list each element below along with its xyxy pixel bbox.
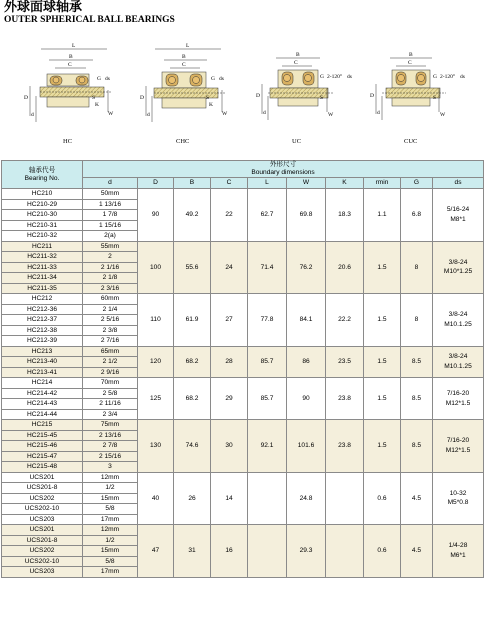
dim-label-ds: ds: [219, 76, 224, 82]
bore-d-cell: 2 1/16: [83, 262, 138, 273]
ds-thread-metric: M12*1.5: [445, 446, 471, 454]
cell-g: 8.5: [401, 346, 433, 378]
diagram-label-uc: UC: [292, 138, 302, 145]
cell-k: [326, 525, 364, 578]
bearing-no-cell: HC212: [2, 294, 83, 305]
bore-d-cell: 2 11/16: [83, 399, 138, 410]
cell-k: 23.8: [326, 378, 364, 420]
cell-k: 23.5: [326, 346, 364, 378]
dim-label-d-outer: D: [140, 95, 144, 101]
cell-ds: [433, 241, 484, 294]
bore-d-cell: 12mm: [83, 472, 138, 483]
bore-d-cell: 15mm: [83, 493, 138, 504]
cell-r: 1.5: [364, 241, 401, 294]
cell-ds: [433, 525, 484, 578]
dim-label-b: B: [296, 52, 300, 58]
bore-d-cell: 1 15/16: [83, 220, 138, 231]
bearing-no-cell: HC210: [2, 189, 83, 200]
bore-d-cell: 2 7/8: [83, 441, 138, 452]
dim-label-s: S: [92, 95, 96, 101]
bearing-no-cell: HC215: [2, 420, 83, 431]
dim-label-b: B: [69, 54, 73, 60]
page-header: [4, 1, 175, 26]
bore-d-cell: 2 5/8: [83, 388, 138, 399]
bore-d-cell: 5/8: [83, 504, 138, 515]
cell-r: 1.5: [364, 294, 401, 347]
cell-b: 31: [174, 525, 211, 578]
col-header-g: G: [401, 178, 433, 189]
col-header-w: W: [287, 178, 326, 189]
cell-l: 71.4: [248, 241, 287, 294]
table-row: [2, 346, 484, 357]
dim-label-b: B: [182, 54, 186, 60]
cell-g: 8.5: [401, 420, 433, 473]
ds-thread-inch: 3/8-24: [448, 258, 468, 266]
bore-d-cell: 2 5/16: [83, 315, 138, 326]
dim-label-d-outer: D: [256, 93, 260, 99]
cell-l: 92.1: [248, 420, 287, 473]
bore-d-cell: 1/2: [83, 483, 138, 494]
cell-b: 68.2: [174, 378, 211, 420]
ds-thread-metric: M10.1.25: [444, 320, 472, 328]
bore-d-cell: 2 3/8: [83, 325, 138, 336]
bearing-no-cell: HC212-39: [2, 336, 83, 347]
cell-r: 1.5: [364, 378, 401, 420]
dim-label-ds: ds: [105, 76, 110, 82]
cell-b: 68.2: [174, 346, 211, 378]
cell-w: 29.3: [287, 525, 326, 578]
cell-d: 125: [138, 378, 174, 420]
cell-l: [248, 525, 287, 578]
bearing-no-cell: UCS201: [2, 525, 83, 536]
ds-thread-inch: 5/16-24: [446, 206, 470, 214]
cell-g: 4.5: [401, 525, 433, 578]
cell-c: 28: [211, 346, 248, 378]
dim-label-ds: ds: [460, 74, 465, 80]
dim-label-d-inner: d: [263, 110, 266, 116]
bearing-no-cell: HC210-31: [2, 220, 83, 231]
dim-label-c: C: [294, 60, 298, 66]
cell-k: [326, 472, 364, 525]
dim-label-w: W: [108, 111, 114, 117]
bearing-no-cell: HC210-30: [2, 210, 83, 221]
table-row: [2, 525, 484, 536]
cell-d: 47: [138, 525, 174, 578]
dim-label-s: S: [433, 95, 437, 101]
bore-d-cell: 2 3/4: [83, 409, 138, 420]
cell-ds: [433, 378, 484, 420]
header-boundary-dimensions: 外形尺寸 Boundary dimensions: [83, 161, 484, 178]
col-header-d: D: [138, 178, 174, 189]
bore-d-cell: 15mm: [83, 546, 138, 557]
cell-d: 100: [138, 241, 174, 294]
bearing-no-cell: HC215-46: [2, 441, 83, 452]
bore-d-cell: 1/2: [83, 535, 138, 546]
dim-label-d-outer: D: [370, 93, 374, 99]
title-chinese: 外球面球轴承: [4, 0, 83, 15]
cell-d: 130: [138, 420, 174, 473]
cell-r: 1.5: [364, 346, 401, 378]
dim-label-g: G: [211, 76, 215, 82]
cell-ds: [433, 420, 484, 473]
dim-label-angle: 2-120°: [327, 74, 343, 80]
dim-label-d-inner: d: [377, 110, 380, 116]
bearing-no-cell: HC211-35: [2, 283, 83, 294]
bore-d-cell: 70mm: [83, 378, 138, 389]
cell-g: 4.5: [401, 472, 433, 525]
dim-label-k: K: [95, 102, 99, 108]
dim-label-k: K: [209, 102, 213, 108]
col-header-d: d: [83, 178, 138, 189]
diagram-uc: [256, 52, 352, 120]
bearing-no-cell: HC212-38: [2, 325, 83, 336]
ds-thread-inch: 1/4-28: [448, 542, 468, 550]
bearing-no-cell: HC215-45: [2, 430, 83, 441]
cell-w: 76.2: [287, 241, 326, 294]
bearing-no-cell: HC211-32: [2, 252, 83, 263]
bearing-no-cell: HC214-42: [2, 388, 83, 399]
bearing-no-cell: UCS201-8: [2, 535, 83, 546]
cell-c: 29: [211, 378, 248, 420]
bore-d-cell: 50mm: [83, 189, 138, 200]
diagram-chc: [140, 43, 228, 122]
bearing-no-cell: HC214-43: [2, 399, 83, 410]
col-header-l: L: [248, 178, 287, 189]
bearing-no-cell: UCS202-10: [2, 504, 83, 515]
bore-d-cell: 75mm: [83, 420, 138, 431]
dim-label-b: B: [409, 52, 413, 58]
dim-label-w: W: [440, 112, 446, 118]
cell-k: 23.8: [326, 420, 364, 473]
cell-c: 27: [211, 294, 248, 347]
bore-d-cell: 2 1/4: [83, 304, 138, 315]
cell-c: 24: [211, 241, 248, 294]
bearing-no-cell: UCS202: [2, 493, 83, 504]
bearing-no-cell: UCS203: [2, 567, 83, 578]
cell-w: 101.6: [287, 420, 326, 473]
cell-d: 120: [138, 346, 174, 378]
cell-l: 77.8: [248, 294, 287, 347]
dim-label-d-inner: d: [31, 112, 34, 118]
bearing-no-cell: HC213-40: [2, 357, 83, 368]
cell-ds: [433, 346, 484, 378]
ds-thread-metric: M6*1: [450, 551, 466, 559]
cell-c: 22: [211, 189, 248, 242]
cell-ds: [433, 294, 484, 347]
cell-b: 74.6: [174, 420, 211, 473]
dim-label-c: C: [182, 62, 186, 68]
bearing-no-cell: HC213-41: [2, 367, 83, 378]
bore-d-cell: 1 7/8: [83, 210, 138, 221]
cell-ds: [433, 189, 484, 242]
cell-l: 62.7: [248, 189, 287, 242]
bore-d-cell: 55mm: [83, 241, 138, 252]
dim-label-g: G: [433, 74, 437, 80]
bore-d-cell: 3: [83, 462, 138, 473]
dim-label-c: C: [408, 60, 412, 66]
ds-thread-metric: M10.1.25: [444, 362, 472, 370]
bearing-no-cell: UCS201-8: [2, 483, 83, 494]
cell-c: 30: [211, 420, 248, 473]
cell-g: 8.5: [401, 378, 433, 420]
table-row: [2, 189, 484, 200]
bearing-no-cell: HC215-48: [2, 462, 83, 473]
ds-thread-metric: M12*1.5: [445, 399, 471, 407]
cell-k: 22.2: [326, 294, 364, 347]
bearing-no-cell: HC211-33: [2, 262, 83, 273]
bore-d-cell: 60mm: [83, 294, 138, 305]
dim-label-l: L: [72, 43, 76, 49]
dim-label-w: W: [222, 111, 228, 117]
cell-d: 40: [138, 472, 174, 525]
cell-l: 85.7: [248, 378, 287, 420]
dim-label-g: G: [97, 76, 101, 82]
bore-d-cell: 2 9/16: [83, 367, 138, 378]
bearing-no-cell: HC212-36: [2, 304, 83, 315]
table-row: [2, 420, 484, 431]
ds-thread-inch: 3/8-24: [448, 353, 468, 361]
bore-d-cell: 2 1/8: [83, 273, 138, 284]
dim-label-g: G: [320, 74, 324, 80]
bore-d-cell: 2: [83, 252, 138, 263]
bearing-no-cell: UCS203: [2, 514, 83, 525]
cell-g: 8: [401, 241, 433, 294]
cell-r: 0.6: [364, 472, 401, 525]
cell-b: 49.2: [174, 189, 211, 242]
dim-label-d-inner: d: [147, 112, 150, 118]
cell-d: 110: [138, 294, 174, 347]
col-header-ds: ds: [433, 178, 484, 189]
cell-w: 86: [287, 346, 326, 378]
bearing-no-cell: HC215-47: [2, 451, 83, 462]
bore-d-cell: 2 15/16: [83, 451, 138, 462]
cell-w: 69.8: [287, 189, 326, 242]
bore-d-cell: 12mm: [83, 525, 138, 536]
cell-k: 18.3: [326, 189, 364, 242]
dim-label-s: S: [320, 95, 324, 101]
dim-label-c: C: [68, 62, 72, 68]
cell-b: 55.6: [174, 241, 211, 294]
bore-d-cell: 2 13/16: [83, 430, 138, 441]
dim-label-l: L: [186, 43, 190, 49]
col-header-c: C: [211, 178, 248, 189]
diagram-cuc: [370, 52, 465, 120]
dim-label-angle: 2-120°: [440, 74, 456, 80]
dim-label-w: W: [328, 112, 334, 118]
col-header-b: B: [174, 178, 211, 189]
bearing-no-cell: HC211-34: [2, 273, 83, 284]
bore-d-cell: 2 1/2: [83, 357, 138, 368]
ds-thread-metric: M10*1.25: [443, 268, 473, 276]
dim-label-s: S: [206, 95, 210, 101]
cell-c: 14: [211, 472, 248, 525]
bore-d-cell: 2 3/16: [83, 283, 138, 294]
cell-c: 16: [211, 525, 248, 578]
bearing-no-cell: HC213: [2, 346, 83, 357]
cell-l: 85.7: [248, 346, 287, 378]
cell-r: 1.5: [364, 420, 401, 473]
bearing-no-cell: UCS202: [2, 546, 83, 557]
bearing-no-cell: HC214-44: [2, 409, 83, 420]
cell-d: 90: [138, 189, 174, 242]
bearing-diagrams: [0, 36, 484, 151]
cell-ds: [433, 472, 484, 525]
ds-thread-inch: 7/16-20: [446, 437, 470, 445]
bearing-no-cell: HC212-37: [2, 315, 83, 326]
bearing-no-cell: HC210-32: [2, 231, 83, 242]
ds-thread-metric: M5*0.8: [447, 499, 469, 507]
col-header-k: K: [326, 178, 364, 189]
cell-l: [248, 472, 287, 525]
diagram-label-hc: HC: [63, 138, 73, 145]
dim-label-ds: ds: [347, 74, 352, 80]
bearing-table: [1, 160, 484, 578]
cell-r: 0.6: [364, 525, 401, 578]
cell-r: 1.1: [364, 189, 401, 242]
bore-d-cell: 17mm: [83, 514, 138, 525]
diagram-label-chc: CHC: [176, 138, 190, 145]
bearing-no-cell: UCS202-10: [2, 556, 83, 567]
table-row: [2, 472, 484, 483]
bearing-no-cell: HC214: [2, 378, 83, 389]
cell-w: 90: [287, 378, 326, 420]
col-header-rmin: rmin: [364, 178, 401, 189]
bore-d-cell: 2(a): [83, 231, 138, 242]
cell-k: 20.6: [326, 241, 364, 294]
ds-thread-inch: 3/8-24: [448, 311, 468, 319]
cell-b: 61.9: [174, 294, 211, 347]
cell-g: 8: [401, 294, 433, 347]
bearing-no-cell: UCS201: [2, 472, 83, 483]
bore-d-cell: 65mm: [83, 346, 138, 357]
cell-w: 84.1: [287, 294, 326, 347]
cell-b: 26: [174, 472, 211, 525]
diagram-label-cuc: CUC: [404, 138, 418, 145]
bore-d-cell: 2 7/16: [83, 336, 138, 347]
table-row: [2, 294, 484, 305]
table-row: [2, 378, 484, 389]
bearing-no-cell: HC210-29: [2, 199, 83, 210]
cell-g: 6.8: [401, 189, 433, 242]
table-row: [2, 241, 484, 252]
bore-d-cell: 1 13/16: [83, 199, 138, 210]
ds-thread-inch: 7/16-20: [446, 390, 470, 397]
bore-d-cell: 17mm: [83, 567, 138, 578]
diagram-hc: [24, 43, 114, 122]
header-bearing-no: 轴承代号 Bearing No.: [2, 161, 83, 189]
cell-w: 24.8: [287, 472, 326, 525]
dim-label-d-outer: D: [24, 95, 28, 101]
bore-d-cell: 5/8: [83, 556, 138, 567]
bearing-no-cell: HC211: [2, 241, 83, 252]
ds-thread-inch: 10-32: [449, 489, 467, 497]
ds-thread-metric: M8*1: [450, 215, 466, 223]
title-english: OUTER SPHERICAL BALL BEARINGS: [4, 15, 175, 25]
